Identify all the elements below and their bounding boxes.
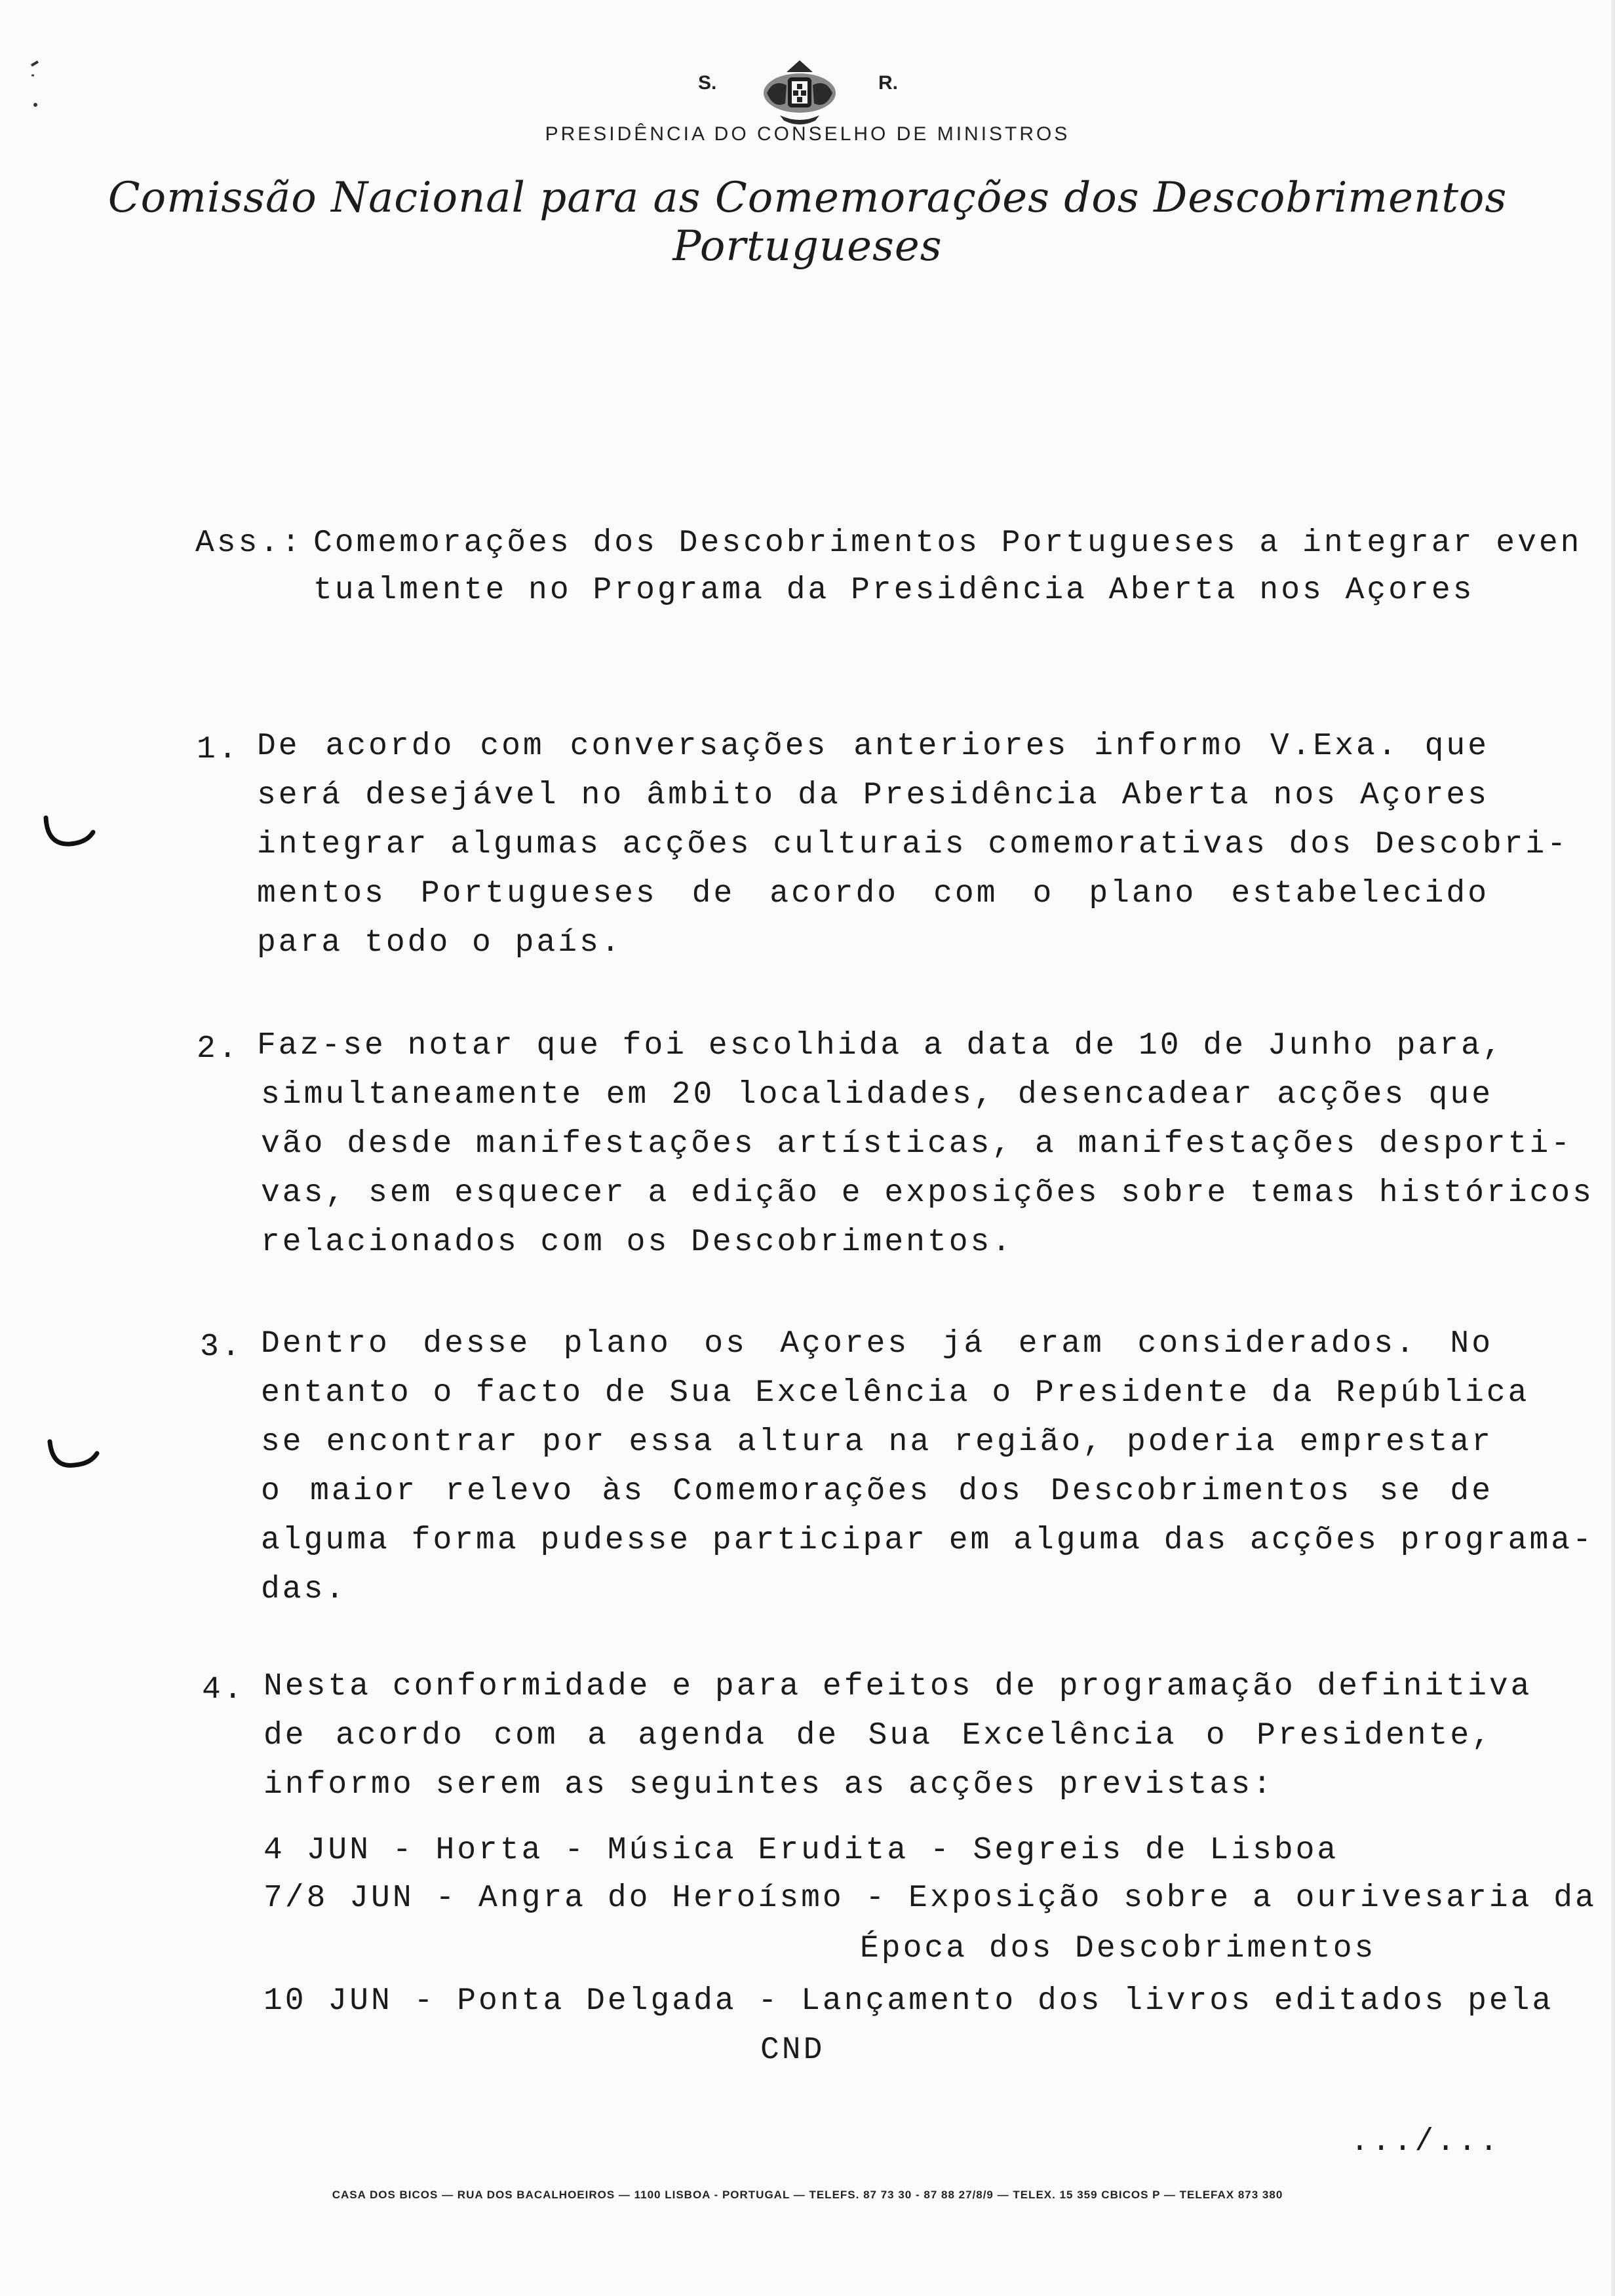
- paragraph-line: Faz-se notar que foi escolhida a data de 10 de Junho para,: [257, 1028, 1504, 1063]
- paragraph-line: se encontrar por essa altura na região, poderia emprestar: [261, 1425, 1493, 1460]
- paragraph-line: relacionados com os Descobrimentos.: [261, 1225, 1014, 1260]
- letterhead-crest-row: [682, 52, 918, 131]
- punch-mark-bottom: [45, 1435, 104, 1474]
- paragraph-line: das.: [261, 1572, 347, 1607]
- presidencia-heading: PRESIDÊNCIA DO CONSELHO DE MINISTROS: [545, 123, 1070, 145]
- paragraph-line: simultaneamente em 20 localidades, desencadear acções que: [261, 1077, 1493, 1113]
- scan-edge: [1611, 0, 1615, 2296]
- paragraph-line: vão desde manifestações artísticas, a manifestações desporti-: [261, 1126, 1573, 1162]
- paragraph-line: Nesta conformidade e para efeitos de programação definitiva: [263, 1669, 1532, 1704]
- paragraph-line: para todo o país.: [257, 925, 623, 961]
- punch-mark-middle: [41, 813, 100, 852]
- paragraph-number: 2.: [197, 1031, 240, 1067]
- paragraph-line: informo serem as seguintes as acções previstas:: [263, 1767, 1274, 1803]
- subject-line-2: tualmente no Programa da Presidência Aberta nos Açores: [313, 573, 1475, 608]
- paragraph-line: De acordo com conversações anteriores informo V.Exa. que: [257, 729, 1489, 764]
- footer-address: CASA DOS BICOS — RUA DOS BACALHOEIROS — 1100 LISBOA - PORTUGAL — TELEFS. 87 73 30 - 87 88 27/8/9 — TELEX. 15 359 CBICOS P — TELEFAX 873 380: [332, 2189, 1283, 2201]
- paragraph-number: 4.: [202, 1672, 245, 1708]
- paragraph-number: 3.: [200, 1330, 243, 1365]
- paragraph-line: mentos Portugueses de acordo com o plano estabelecido: [257, 876, 1489, 911]
- schedule-item-continuation: CND: [760, 2033, 825, 2068]
- subject-label: Ass.:: [195, 526, 303, 561]
- paragraph-line: o maior relevo às Comemorações dos Descobrimentos se de: [261, 1474, 1493, 1509]
- crest-letter-r: R.: [878, 72, 898, 94]
- schedule-item: 4 JUN - Horta - Música Erudita - Segreis de Lisboa: [263, 1833, 1339, 1868]
- continuation-mark: .../...: [1350, 2124, 1501, 2160]
- paragraph-line: será desejável no âmbito da Presidência Aberta nos Açores: [257, 778, 1489, 813]
- schedule-item-continuation: Época dos Descobrimentos: [860, 1931, 1376, 1966]
- commission-title: Comissão Nacional para as Comemorações dos Descobrimentos Portugueses: [107, 174, 1508, 271]
- paragraph-line: Dentro desse plano os Açores já eram considerados. No: [261, 1326, 1493, 1362]
- paragraph-line: vas, sem esquecer a edição e exposições sobre temas históricos: [261, 1176, 1594, 1211]
- schedule-item: 10 JUN - Ponta Delgada - Lançamento dos livros editados pela: [263, 1983, 1554, 2019]
- schedule-item: 7/8 JUN - Angra do Heroísmo - Exposição sobre a ourivesaria da: [263, 1881, 1597, 1916]
- paragraph-line: integrar algumas acções culturais comemorativas dos Descobri-: [257, 827, 1569, 862]
- paragraph-line: de acordo com a agenda de Sua Excelência o Presidente,: [263, 1718, 1493, 1753]
- coat-of-arms-icon: [747, 52, 852, 131]
- subject-line-1: Comemorações dos Descobrimentos Portugueses a integrar even: [313, 526, 1582, 561]
- paragraph-number: 1.: [197, 732, 240, 767]
- paragraph-line: alguma forma pudesse participar em alguma das acções programa-: [261, 1523, 1594, 1558]
- paragraph-line: entanto o facto de Sua Excelência o Presidente da República: [261, 1375, 1530, 1411]
- crest-letter-s: S.: [698, 72, 717, 94]
